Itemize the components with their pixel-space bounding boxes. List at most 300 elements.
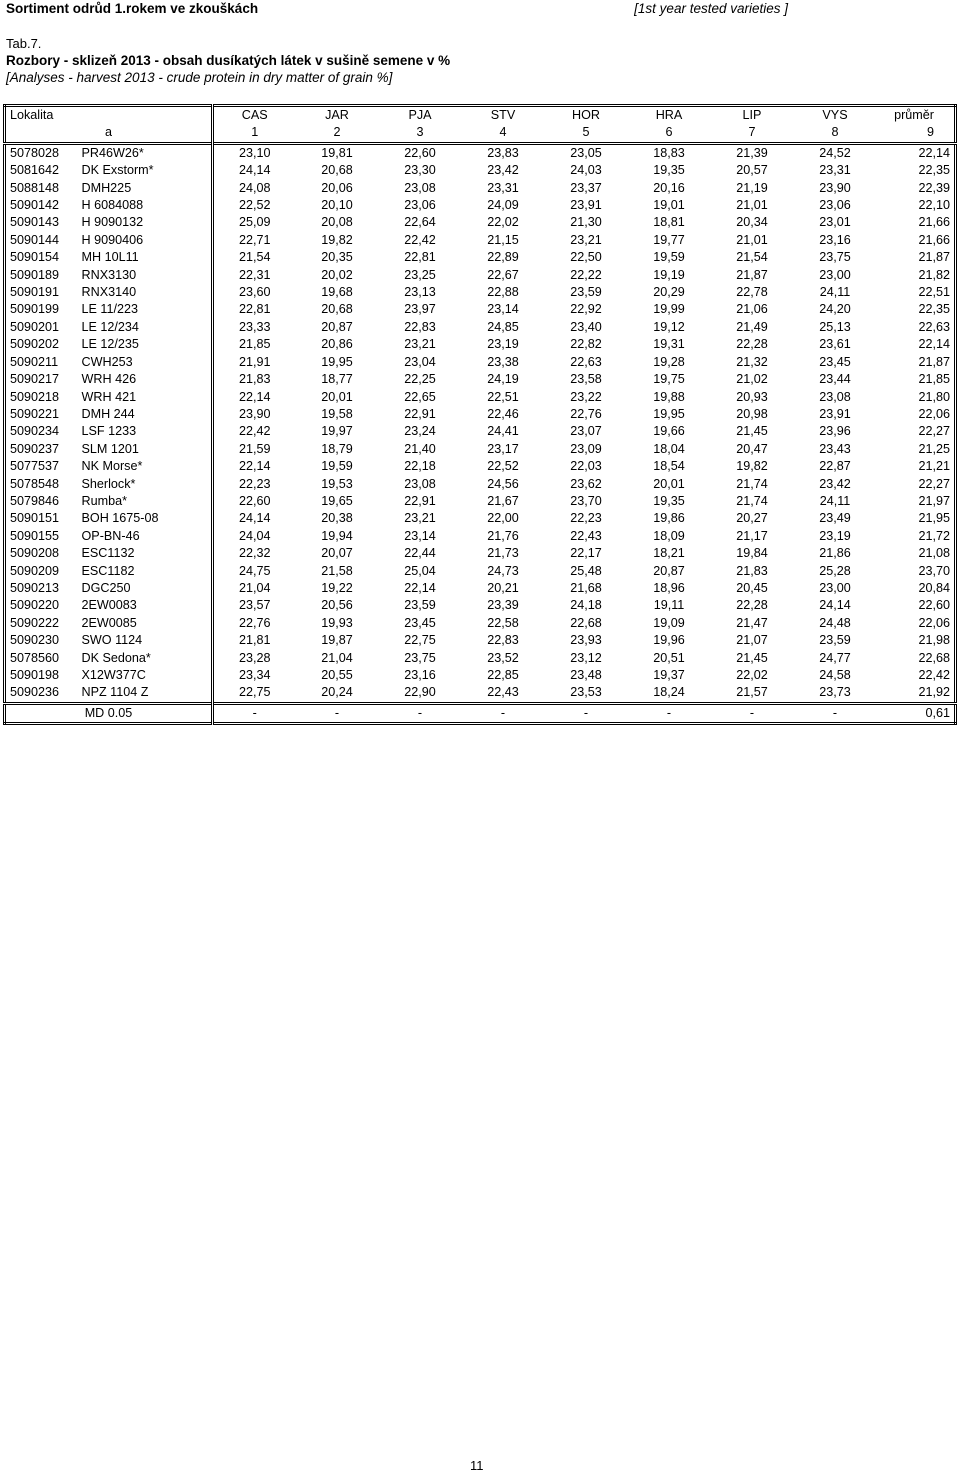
value-cell: 23,08 [404, 476, 436, 491]
variety-name: H 6084088 [78, 197, 213, 214]
value-cell: 22,42 [404, 232, 436, 247]
row-average: 22,60 [918, 598, 950, 613]
table-row [5, 301, 956, 318]
variety-code: 5077537 [10, 459, 60, 474]
value-cell: 19,96 [653, 633, 685, 648]
value-cell: 22,51 [487, 389, 519, 404]
value-cell: 20,98 [736, 406, 768, 421]
value-cell: 23,16 [819, 232, 851, 247]
variety-name: WRH 421 [78, 389, 213, 406]
table-title: Rozbory - sklizeň 2013 - obsah dusíkatých látek v sušině semene v % [6, 53, 451, 68]
row-average: 21,08 [918, 546, 950, 561]
column-index: 7 [748, 125, 756, 140]
table-row [5, 580, 956, 597]
variety-name: NK Morse* [78, 458, 213, 475]
value-cell: 21,01 [736, 232, 768, 247]
value-cell: 19,77 [653, 232, 685, 247]
variety-code: 5090217 [10, 372, 60, 387]
value-cell: 24,19 [487, 372, 519, 387]
row-average: 21,25 [918, 441, 950, 456]
value-cell: 20,24 [321, 685, 353, 700]
value-cell: 23,40 [570, 319, 602, 334]
value-cell: 25,04 [404, 563, 436, 578]
value-cell: 22,28 [736, 598, 768, 613]
value-cell: 23,31 [487, 180, 519, 195]
document-header-title: Sortiment odrůd 1.rokem ve zkouškách [6, 1, 259, 16]
value-cell: 21,85 [238, 337, 271, 352]
value-cell: 20,16 [653, 180, 685, 195]
value-cell: 22,82 [570, 337, 602, 352]
column-header: VYS [822, 108, 848, 122]
value-cell: 23,30 [404, 163, 436, 178]
table-row [5, 510, 956, 527]
value-cell: 19,82 [321, 232, 353, 247]
value-cell: 23,09 [570, 441, 602, 456]
value-cell: 23,19 [819, 528, 851, 543]
value-cell: 23,75 [819, 250, 851, 265]
value-cell: 22,43 [487, 685, 519, 700]
value-cell: 24,18 [570, 598, 602, 613]
value-cell: 19,86 [653, 511, 685, 526]
table-row [5, 197, 956, 214]
value-cell: 21,58 [321, 563, 353, 578]
value-cell: 22,31 [238, 267, 271, 282]
value-cell: 22,63 [570, 354, 602, 369]
variety-code: 5090142 [10, 198, 60, 213]
value-cell: 23,25 [404, 267, 436, 282]
value-cell: 21,04 [238, 580, 271, 595]
value-cell: 20,01 [321, 389, 353, 404]
value-cell: 22,42 [238, 424, 271, 439]
value-cell: 22,91 [404, 406, 436, 421]
value-cell: 22,78 [736, 285, 768, 300]
value-cell: 22,91 [404, 493, 436, 508]
value-cell: 22,87 [819, 459, 851, 474]
value-cell: 22,43 [570, 528, 602, 543]
variety-code: 5090218 [10, 389, 60, 404]
value-cell: 23,33 [238, 319, 271, 334]
value-cell: 19,95 [653, 406, 685, 421]
variety-name: LE 12/235 [78, 336, 213, 353]
row-average: 22,51 [918, 285, 950, 300]
row-average: 22,39 [918, 180, 950, 195]
md-label: MD 0.05 [5, 703, 213, 723]
variety-name: RNX3140 [78, 284, 213, 301]
value-cell: 19,93 [321, 615, 353, 630]
value-cell: 21,04 [321, 650, 353, 665]
row-average: 21,66 [918, 232, 950, 247]
value-cell: 20,10 [321, 198, 353, 213]
value-cell: 19,66 [653, 424, 685, 439]
md-value: - [666, 705, 672, 720]
variety-code: 5090236 [10, 685, 60, 700]
table-subtitle: [Analyses - harvest 2013 - crude protein in dry matter of grain %] [6, 70, 393, 85]
value-cell: 20,06 [321, 180, 353, 195]
row-average: 22,06 [918, 406, 950, 421]
value-cell: 21,49 [736, 319, 768, 334]
variety-code: 5090154 [10, 250, 60, 265]
value-cell: 19,59 [653, 250, 685, 265]
column-header: průměr [894, 108, 934, 122]
value-cell: 22,75 [404, 633, 436, 648]
value-cell: 21,39 [736, 145, 768, 160]
value-cell: 24,11 [819, 493, 851, 508]
value-cell: 22,50 [570, 250, 602, 265]
variety-name: 2EW0083 [78, 597, 213, 614]
value-cell: 20,21 [487, 580, 519, 595]
value-cell: 20,93 [736, 389, 768, 404]
row-average: 21,98 [918, 633, 950, 648]
value-cell: 20,56 [321, 598, 353, 613]
row-average: 22,68 [918, 650, 950, 665]
column-header: HRA [655, 108, 683, 122]
variety-code: 5090151 [10, 511, 60, 526]
value-cell: 20,38 [321, 511, 353, 526]
value-cell: 19,35 [653, 163, 685, 178]
variety-name: Sherlock* [78, 476, 213, 493]
value-cell: 19,68 [321, 285, 353, 300]
value-cell: 21,45 [736, 424, 768, 439]
md-value: - [749, 705, 755, 720]
value-cell: 23,06 [819, 198, 851, 213]
value-cell: 22,02 [487, 215, 519, 230]
value-cell: 18,81 [653, 215, 685, 230]
value-cell: 22,52 [238, 198, 271, 213]
value-cell: 20,86 [321, 337, 353, 352]
value-cell: 21,47 [736, 615, 768, 630]
value-cell: 22,76 [238, 615, 271, 630]
value-cell: 23,28 [238, 650, 271, 665]
column-header: CAS [241, 108, 268, 122]
table-row [5, 493, 956, 510]
value-cell: 21,81 [238, 633, 271, 648]
value-cell: 24,85 [487, 319, 519, 334]
value-cell: 24,04 [238, 528, 271, 543]
table-row [5, 476, 956, 493]
value-cell: 22,83 [404, 319, 436, 334]
variety-code: 5090237 [10, 441, 60, 456]
value-cell: 19,87 [321, 633, 353, 648]
variety-name: OP-BN-46 [78, 528, 213, 545]
value-cell: 20,27 [736, 511, 768, 526]
table-row [5, 354, 956, 371]
value-cell: 21,83 [238, 372, 271, 387]
variety-name: BOH 1675-08 [78, 510, 213, 527]
table-row [5, 563, 956, 580]
row-average: 21,21 [918, 459, 950, 474]
column-index: 2 [333, 125, 341, 140]
value-cell: 24,14 [819, 598, 851, 613]
variety-name: LE 12/234 [78, 319, 213, 336]
value-cell: 21,15 [487, 232, 519, 247]
variety-code: 5090213 [10, 580, 60, 595]
value-cell: 19,84 [736, 546, 768, 561]
value-cell: 23,59 [570, 285, 602, 300]
value-cell: 23,14 [487, 302, 519, 317]
row-average: 21,72 [918, 528, 950, 543]
value-cell: 23,24 [404, 424, 436, 439]
table-row [5, 684, 956, 703]
variety-code: 5081642 [10, 163, 60, 178]
value-cell: 22,75 [238, 685, 271, 700]
table-row [5, 458, 956, 475]
row-average: 23,70 [918, 563, 950, 578]
value-cell: 24,14 [238, 163, 271, 178]
value-cell: 21,87 [736, 267, 768, 282]
table-row [5, 441, 956, 458]
variety-code: 5090208 [10, 546, 60, 561]
document-header-english: [1st year tested varieties ] [634, 1, 788, 16]
value-cell: 23,96 [819, 424, 851, 439]
variety-code: 5090143 [10, 215, 60, 230]
value-cell: 21,17 [736, 528, 768, 543]
variety-code: 5090222 [10, 615, 60, 630]
value-cell: 21,02 [736, 372, 768, 387]
value-cell: 18,79 [321, 441, 353, 456]
value-cell: 21,54 [736, 250, 768, 265]
value-cell: 23,60 [238, 285, 271, 300]
column-header: LIP [742, 108, 762, 122]
variety-code: 5090144 [10, 232, 60, 247]
value-cell: 23,73 [819, 685, 851, 700]
value-cell: 19,99 [653, 302, 685, 317]
value-cell: 23,08 [819, 389, 851, 404]
table-body [5, 106, 956, 724]
value-cell: 19,11 [653, 598, 685, 613]
value-cell: 22,17 [570, 546, 602, 561]
value-cell: 22,81 [404, 250, 436, 265]
value-cell: 19,97 [321, 424, 353, 439]
value-cell: 22,76 [570, 406, 602, 421]
column-header: PJA [408, 108, 432, 122]
value-cell: 22,58 [487, 615, 519, 630]
variety-name: ESC1132 [78, 545, 213, 562]
value-cell: 19,28 [653, 354, 685, 369]
value-cell: 19,81 [321, 145, 353, 160]
row-average: 22,35 [918, 302, 950, 317]
value-cell: 19,53 [321, 476, 353, 491]
variety-code: 5090199 [10, 302, 60, 317]
value-cell: 22,90 [404, 685, 436, 700]
variety-name: LSF 1233 [78, 423, 213, 440]
table-subheader-row [5, 124, 956, 143]
value-cell: 23,45 [819, 354, 851, 369]
value-cell: 22,03 [570, 459, 602, 474]
value-cell: 22,02 [736, 668, 768, 682]
value-cell: 19,22 [321, 580, 353, 595]
table-row [5, 632, 956, 649]
column-index: 9 [926, 125, 934, 140]
value-cell: 21,74 [736, 476, 768, 491]
value-cell: 22,18 [404, 459, 436, 474]
value-cell: 23,91 [819, 406, 851, 421]
protein-table [3, 104, 957, 725]
row-average: 22,35 [918, 163, 950, 178]
value-cell: 23,59 [819, 633, 851, 648]
value-cell: 22,14 [404, 580, 436, 595]
value-cell: 23,62 [570, 476, 602, 491]
value-cell: 23,44 [819, 372, 851, 387]
value-cell: 23,00 [819, 580, 851, 595]
value-cell: 23,48 [570, 668, 602, 682]
table-row [5, 336, 956, 353]
table-row [5, 650, 956, 667]
table-row [5, 267, 956, 284]
value-cell: 23,61 [819, 337, 851, 352]
variety-name: WRH 426 [78, 371, 213, 388]
row-average: 20,84 [918, 580, 950, 595]
value-cell: 19,75 [653, 372, 685, 387]
table-number: Tab.7. [6, 36, 42, 51]
value-cell: 23,01 [819, 215, 851, 230]
variety-name: DMH225 [78, 180, 213, 197]
table-row [5, 406, 956, 423]
table-row [5, 615, 956, 632]
row-average: 22,27 [918, 424, 950, 439]
value-cell: 24,52 [819, 145, 851, 160]
value-cell: 23,07 [570, 424, 602, 439]
value-cell: 23,06 [404, 198, 436, 213]
value-cell: 24,11 [819, 285, 851, 300]
value-cell: 23,12 [570, 650, 602, 665]
value-cell: 20,87 [653, 563, 685, 578]
value-cell: 22,44 [404, 546, 436, 561]
value-cell: 22,23 [238, 476, 271, 491]
value-cell: 19,58 [321, 406, 353, 421]
value-cell: 19,94 [321, 528, 353, 543]
value-cell: 24,20 [819, 302, 851, 317]
variety-code: 5090198 [10, 668, 60, 682]
value-cell: 22,32 [238, 546, 271, 561]
value-cell: 20,34 [736, 215, 768, 230]
table-row [5, 389, 956, 406]
table-row [5, 423, 956, 440]
value-cell: 21,06 [736, 302, 768, 317]
value-cell: 23,19 [487, 337, 519, 352]
value-cell: 20,02 [321, 267, 353, 282]
variety-name: ESC1182 [78, 563, 213, 580]
value-cell: 23,16 [404, 668, 436, 682]
md-value: - [334, 705, 340, 720]
value-cell: 20,68 [321, 302, 353, 317]
row-average: 21,95 [918, 511, 950, 526]
column-index: 5 [582, 125, 590, 140]
value-cell: 23,97 [404, 302, 436, 317]
value-cell: 21,59 [238, 441, 271, 456]
value-cell: 18,09 [653, 528, 685, 543]
value-cell: 23,21 [404, 337, 436, 352]
variety-code: 5090211 [10, 354, 59, 369]
value-cell: 23,42 [487, 163, 519, 178]
value-cell: 21,74 [736, 493, 768, 508]
value-cell: 21,30 [570, 215, 602, 230]
value-cell: 24,56 [487, 476, 519, 491]
table-row [5, 545, 956, 562]
value-cell: 24,48 [819, 615, 851, 630]
variety-name: PR46W26* [78, 143, 213, 162]
value-cell: 20,87 [321, 319, 353, 334]
value-cell: 22,83 [487, 633, 519, 648]
value-cell: 18,24 [653, 685, 685, 700]
value-cell: 19,35 [653, 493, 685, 508]
variety-code: 5079846 [10, 493, 60, 508]
value-cell: 23,10 [238, 145, 271, 160]
variety-code: 5090221 [10, 406, 60, 421]
value-cell: 24,58 [819, 668, 851, 682]
value-cell: 20,55 [321, 668, 353, 682]
value-cell: 20,07 [321, 546, 353, 561]
value-cell: 23,59 [404, 598, 436, 613]
value-cell: 21,45 [736, 650, 768, 665]
value-cell: 20,51 [653, 650, 685, 665]
value-cell: 24,73 [487, 563, 519, 578]
value-cell: 22,46 [487, 406, 519, 421]
table-row [5, 597, 956, 614]
column-header: HOR [572, 108, 600, 122]
table-header-row [5, 106, 956, 125]
variety-name: X12W377C [78, 667, 213, 684]
row-average: 22,10 [918, 198, 950, 213]
value-cell: 23,31 [819, 163, 851, 178]
md-value: 0,61 [925, 705, 950, 720]
value-cell: 20,68 [321, 163, 353, 178]
value-cell: 22,89 [487, 250, 519, 265]
value-cell: 23,52 [487, 650, 519, 665]
value-cell: 19,31 [653, 337, 685, 352]
table-row [5, 180, 956, 197]
value-cell: 21,32 [736, 354, 768, 369]
value-cell: 23,34 [238, 668, 271, 682]
variety-code: 5090220 [10, 598, 60, 613]
row-average: 22,27 [918, 476, 950, 491]
value-cell: 23,04 [404, 354, 436, 369]
value-cell: 22,81 [238, 302, 271, 317]
variety-name: H 9090132 [78, 214, 213, 231]
variety-code: 5090191 [10, 285, 60, 300]
value-cell: 25,28 [819, 563, 851, 578]
value-cell: 19,01 [653, 198, 685, 213]
value-cell: 25,48 [570, 563, 602, 578]
value-cell: 23,43 [819, 441, 851, 456]
value-cell: 22,00 [487, 511, 519, 526]
value-cell: 21,73 [487, 546, 519, 561]
column-index: 4 [499, 125, 507, 140]
value-cell: 23,91 [570, 198, 602, 213]
variety-code: 5090155 [10, 528, 60, 543]
page-number: 11 [470, 1458, 484, 1473]
table-row [5, 528, 956, 545]
variety-code: 5088148 [10, 180, 60, 195]
value-cell: 23,17 [487, 441, 519, 456]
variety-name: RNX3130 [78, 267, 213, 284]
value-cell: 22,22 [570, 267, 602, 282]
variety-name: DK Exstorm* [78, 162, 213, 179]
value-cell: 22,14 [238, 389, 271, 404]
value-cell: 20,47 [736, 441, 768, 456]
value-cell: 21,67 [487, 493, 519, 508]
value-cell: 24,03 [570, 163, 602, 178]
table-row [5, 249, 956, 266]
variety-code: 5090230 [10, 633, 60, 648]
row-average: 22,14 [918, 145, 950, 160]
table-row [5, 143, 956, 162]
variety-code: 5090201 [10, 319, 60, 334]
value-cell: 23,58 [570, 372, 602, 387]
variety-code: 5090202 [10, 337, 60, 352]
row-average: 21,85 [918, 372, 950, 387]
variety-name: SWO 1124 [78, 632, 213, 649]
column-index: 8 [831, 125, 839, 140]
